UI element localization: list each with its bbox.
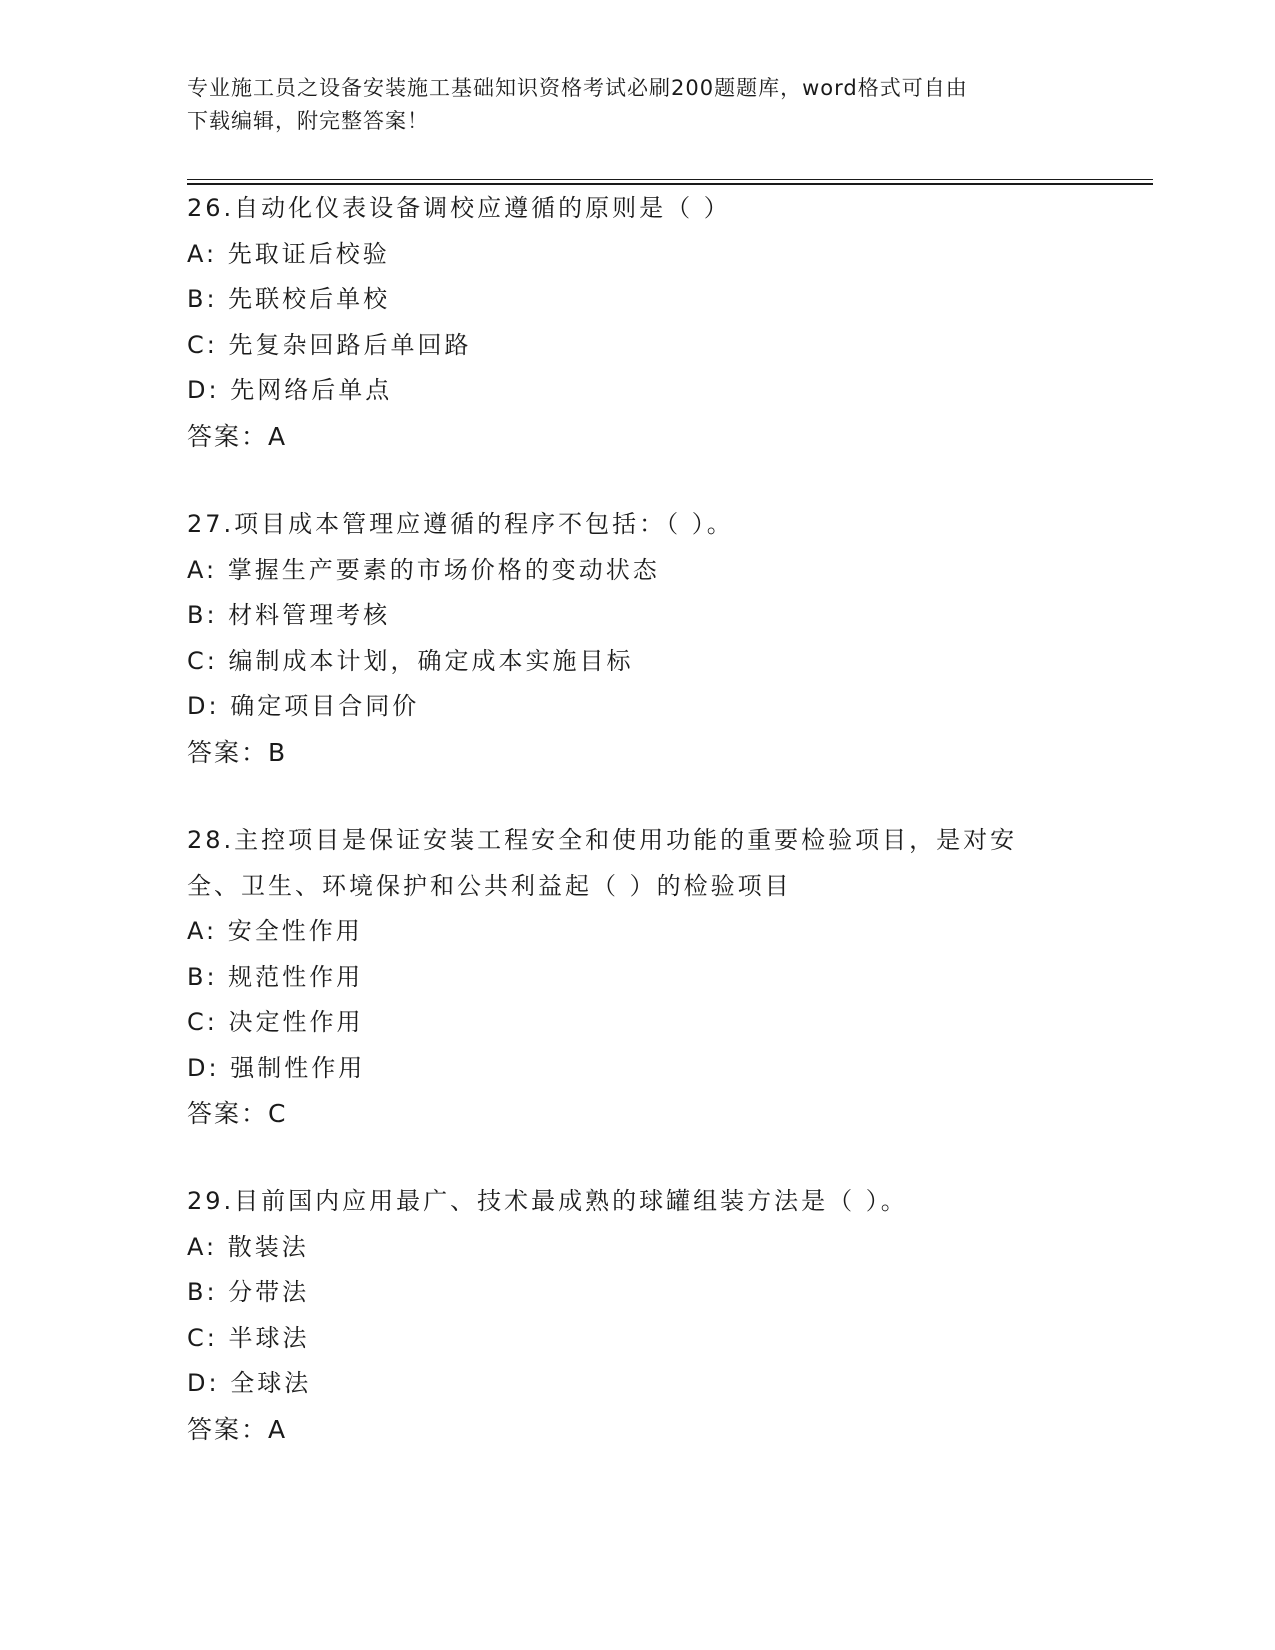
question-stem: 29.目前国内应用最广、技术最成熟的球罐组装方法是（ ）。 <box>187 1187 908 1215</box>
answer-label: 答案： <box>187 1414 269 1444</box>
answer-label: 答案： <box>187 1099 269 1128</box>
question-stem: 26.自动化仪表设备调校应遵循的原则是（ ） <box>187 194 731 222</box>
answer-line <box>187 414 1087 460</box>
question-stem-continued: 全、卫生、环境保护和公共利益起（ ）的检验项目 <box>187 871 792 900</box>
answer-line <box>187 1407 1087 1453</box>
option-b: B: 先联校后单校 <box>187 285 391 313</box>
answer-value: A <box>268 421 286 451</box>
header-line-1: 专业施工员之设备安装施工基础知识资格考试必刷200题题库，word格式可自由 <box>187 76 968 100</box>
option-c: C: 决定性作用 <box>187 1008 364 1036</box>
question-27 <box>187 502 1087 775</box>
question-29 <box>187 1179 1087 1452</box>
option-d: D: 先网络后单点 <box>187 376 393 404</box>
option-d: D: 强制性作用 <box>187 1053 366 1082</box>
option-d: D: 全球法 <box>187 1369 312 1397</box>
answer-label: 答案： <box>187 737 269 767</box>
option-c: C: 半球法 <box>187 1323 310 1352</box>
option-a: A: 安全性作用 <box>187 917 363 945</box>
answer-line <box>187 730 1087 776</box>
option-a: A: 掌握生产要素的市场价格的变动状态 <box>187 555 660 584</box>
question-stem: 27.项目成本管理应遵循的程序不包括：（ ）。 <box>187 510 734 538</box>
answer-value: C <box>268 1099 286 1128</box>
answer-value: A <box>268 1414 286 1444</box>
answer-value: B <box>268 737 286 767</box>
option-a: A: 散装法 <box>187 1232 309 1261</box>
question-26 <box>187 186 1087 459</box>
header-line-2: 下载编辑，附完整答案！ <box>187 109 429 133</box>
header-divider-thin <box>187 179 1153 180</box>
option-a: A: 先取证后校验 <box>187 239 390 268</box>
option-c: C: 先复杂回路后单回路 <box>187 330 472 359</box>
option-b: B: 规范性作用 <box>187 962 364 991</box>
question-stem: 28.主控项目是保证安装工程安全和使用功能的重要检验项目，是对安 <box>187 826 1018 854</box>
answer-line <box>187 1091 1087 1137</box>
answer-label: 答案： <box>187 421 269 451</box>
option-b: B: 材料管理考核 <box>187 601 391 629</box>
option-b: B: 分带法 <box>187 1278 310 1306</box>
option-c: C: 编制成本计划，确定成本实施目标 <box>187 646 634 675</box>
question-28 <box>187 818 1087 1137</box>
header-divider-thick <box>187 183 1153 185</box>
option-d: D: 确定项目合同价 <box>187 692 420 720</box>
document-header <box>187 72 1067 138</box>
